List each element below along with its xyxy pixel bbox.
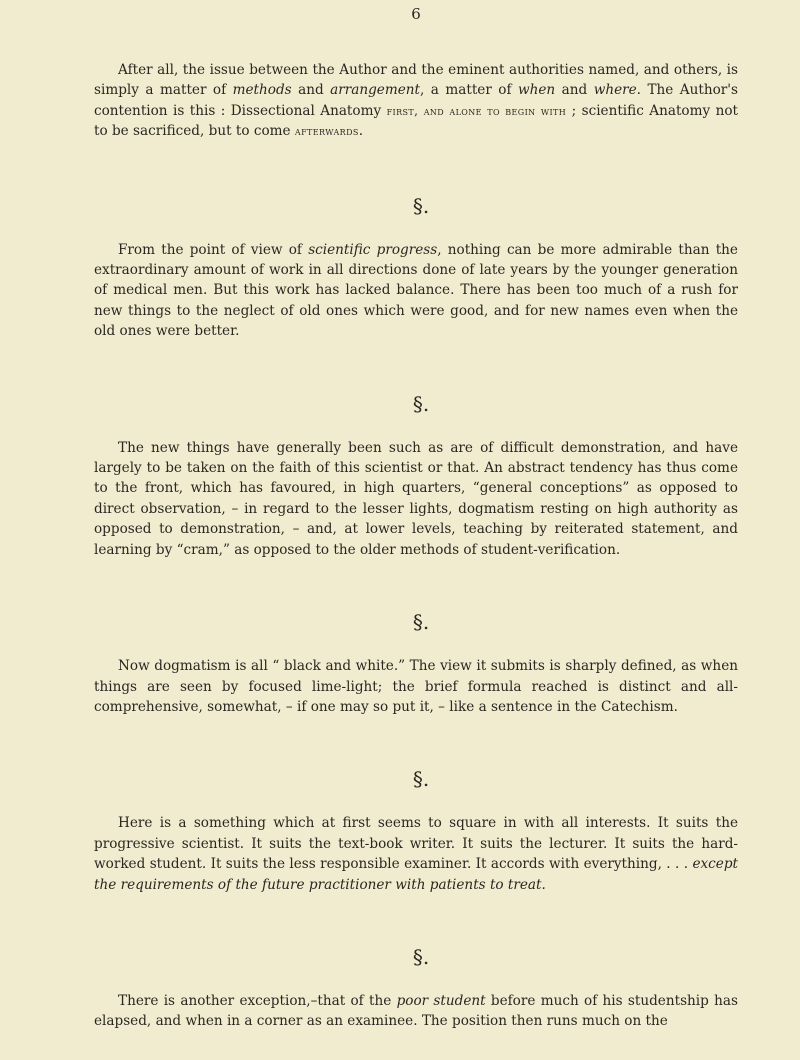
text-run: before much of his studentship has elapsed, and when in a corner as an examinee. The position then runs much on the	[94, 992, 738, 1030]
text-run: After all, the issue between the Author and the eminent authorities named, and others, is simply a matter of	[94, 62, 738, 99]
text-run: Here is a something which at first seems to square in with all interests. It suits the progressive scientist. It suits the text-book writer. It suits the lecturer. It suits the hard-worked student. It suits the less responsible examiner. It accords with everything, . . .	[94, 815, 738, 873]
text-run: and	[291, 82, 331, 99]
text-run: The new things have generally been such as are of difficult demonstration, and have largely to be taken on the faith of this scientist or that. An abstract tendency has thus come to the front, which has favoured, in high quarters, “general conceptions” as opposed to direct observation, – in regard to the lesser lights, dogmatism resting on high authority as opposed to demonstration, – and, at lower levels, teaching by reiterated statement, and learning by “cram,” as opposed to the older methods of student-verification.	[94, 439, 738, 558]
paragraph-poor-student	[94, 991, 738, 1032]
page-number: 6	[411, 5, 421, 23]
section-mark: §.	[412, 193, 430, 218]
text-run: From the point of view of	[118, 241, 309, 258]
text-run: .	[358, 123, 364, 140]
small-caps-phrase: afterwards	[294, 124, 359, 139]
text-run: There is another exception,–that of the	[118, 992, 397, 1009]
text-run: Now dogmatism is all “ black and white.” The view it submits is sharply defined, as when things are seen by focused lime-light; the brief formula reached is distinct and all-comprehensive, somewhat, – if one may so put it, – like a sentence in the Catechism.	[94, 658, 738, 715]
section-mark: §.	[412, 391, 430, 416]
text-run: , nothing can be more admirable than the extraordinary amount of work in all directions done of late years by the younger generation of medical men. But this work has lacked balance. There has been too much of a rush for new things to the neglect of old ones which were good, and for new names even when the old ones were better.	[94, 241, 738, 340]
section-mark: §.	[412, 944, 430, 969]
italic-phrase: when	[517, 82, 556, 99]
text-run: . The Author's contention is this : Dissectional Anatomy	[94, 82, 738, 119]
italic-phrase: except the requirements of the future practitioner with patients to treat.	[94, 856, 738, 893]
paragraph-new-things	[94, 438, 738, 560]
paragraph-dogmatism	[94, 656, 738, 717]
italic-phrase: where	[593, 82, 637, 99]
paragraph-interests	[94, 813, 738, 895]
paragraph-methods	[94, 60, 738, 142]
italic-phrase: arrangement	[330, 82, 420, 99]
italic-phrase: scientific progress	[308, 241, 438, 258]
section-mark: §.	[412, 610, 430, 635]
italic-phrase: methods	[232, 82, 292, 99]
text-run: and	[555, 82, 594, 99]
small-caps-phrase: first, and alone to begin with	[386, 103, 567, 118]
text-run: , a matter of	[420, 82, 518, 99]
paragraph-scientific-progress	[94, 240, 738, 342]
section-mark: §.	[412, 767, 430, 792]
text-run: ; scientific Anatomy not to be sacrificed, but to come	[94, 102, 739, 140]
italic-phrase: poor student	[396, 992, 486, 1009]
